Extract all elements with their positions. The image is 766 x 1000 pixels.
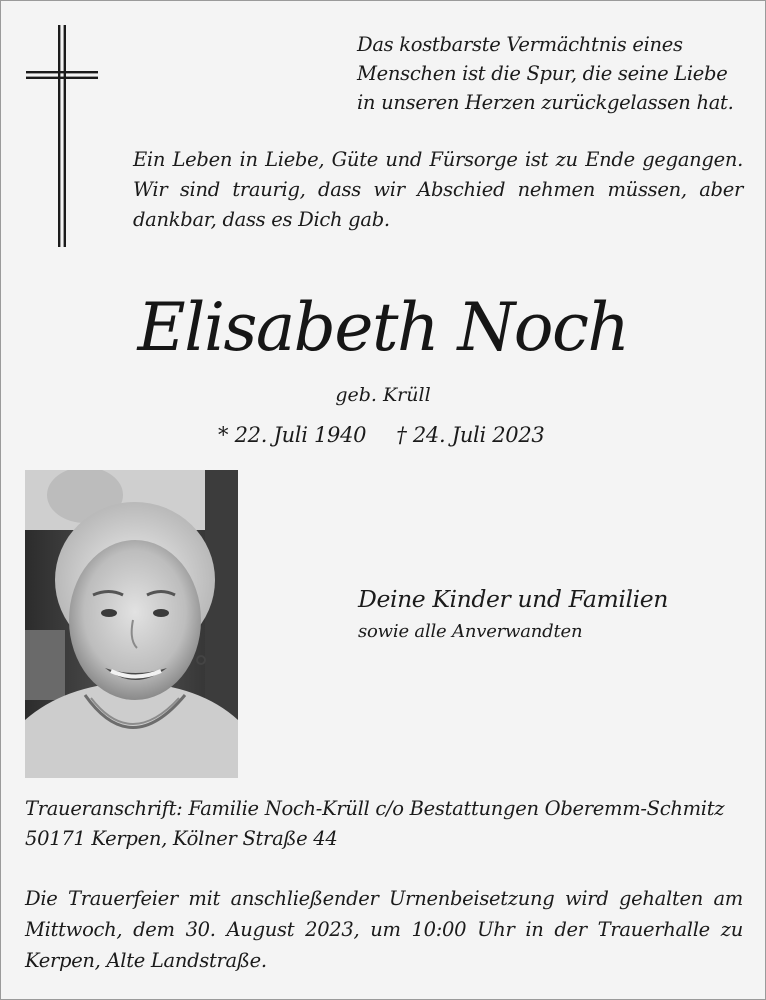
- motto-line: Menschen ist die Spur, die seine Liebe: [357, 62, 728, 85]
- portrait-photo: [25, 470, 238, 778]
- portrait-image: [25, 470, 238, 778]
- deceased-name: Elisabeth Noch: [137, 289, 629, 366]
- life-dates: [218, 420, 545, 450]
- mourning-address: [25, 794, 745, 854]
- address-line: Traueranschrift: Familie Noch-Krüll c/o Bestattungen Oberemm-Schmitz: [25, 797, 725, 820]
- funeral-service-info: Die Trauerfeier mit anschließender Urnenbeisetzung wird gehalten am Mittwoch, dem 30. August 2023, um 10:00 Uhr in der Trauerhalle zu Kerpen, Alte Landstraße.: [25, 887, 743, 972]
- family-signature: Deine Kinder und Familien: [358, 585, 669, 613]
- birth-date: * 22. Juli 1940: [218, 423, 367, 447]
- motto-quote: [357, 30, 757, 117]
- motto-line: in unseren Herzen zurückgelassen hat.: [357, 91, 734, 114]
- address-line: 50171 Kerpen, Kölner Straße 44: [25, 827, 338, 850]
- cross-icon: [26, 25, 98, 247]
- motto-line: Das kostbarste Vermächtnis eines: [357, 33, 683, 56]
- death-date: † 24. Juli 2023: [396, 423, 545, 447]
- intro-text: Ein Leben in Liebe, Güte und Fürsorge ist zu Ende gegangen. Wir sind traurig, dass wir Abschied nehmen müssen, aber dankbar, dass es Dich gab.: [133, 148, 743, 231]
- birth-name: geb. Krüll: [335, 384, 431, 406]
- relatives-signature: sowie alle Anverwandten: [358, 621, 583, 642]
